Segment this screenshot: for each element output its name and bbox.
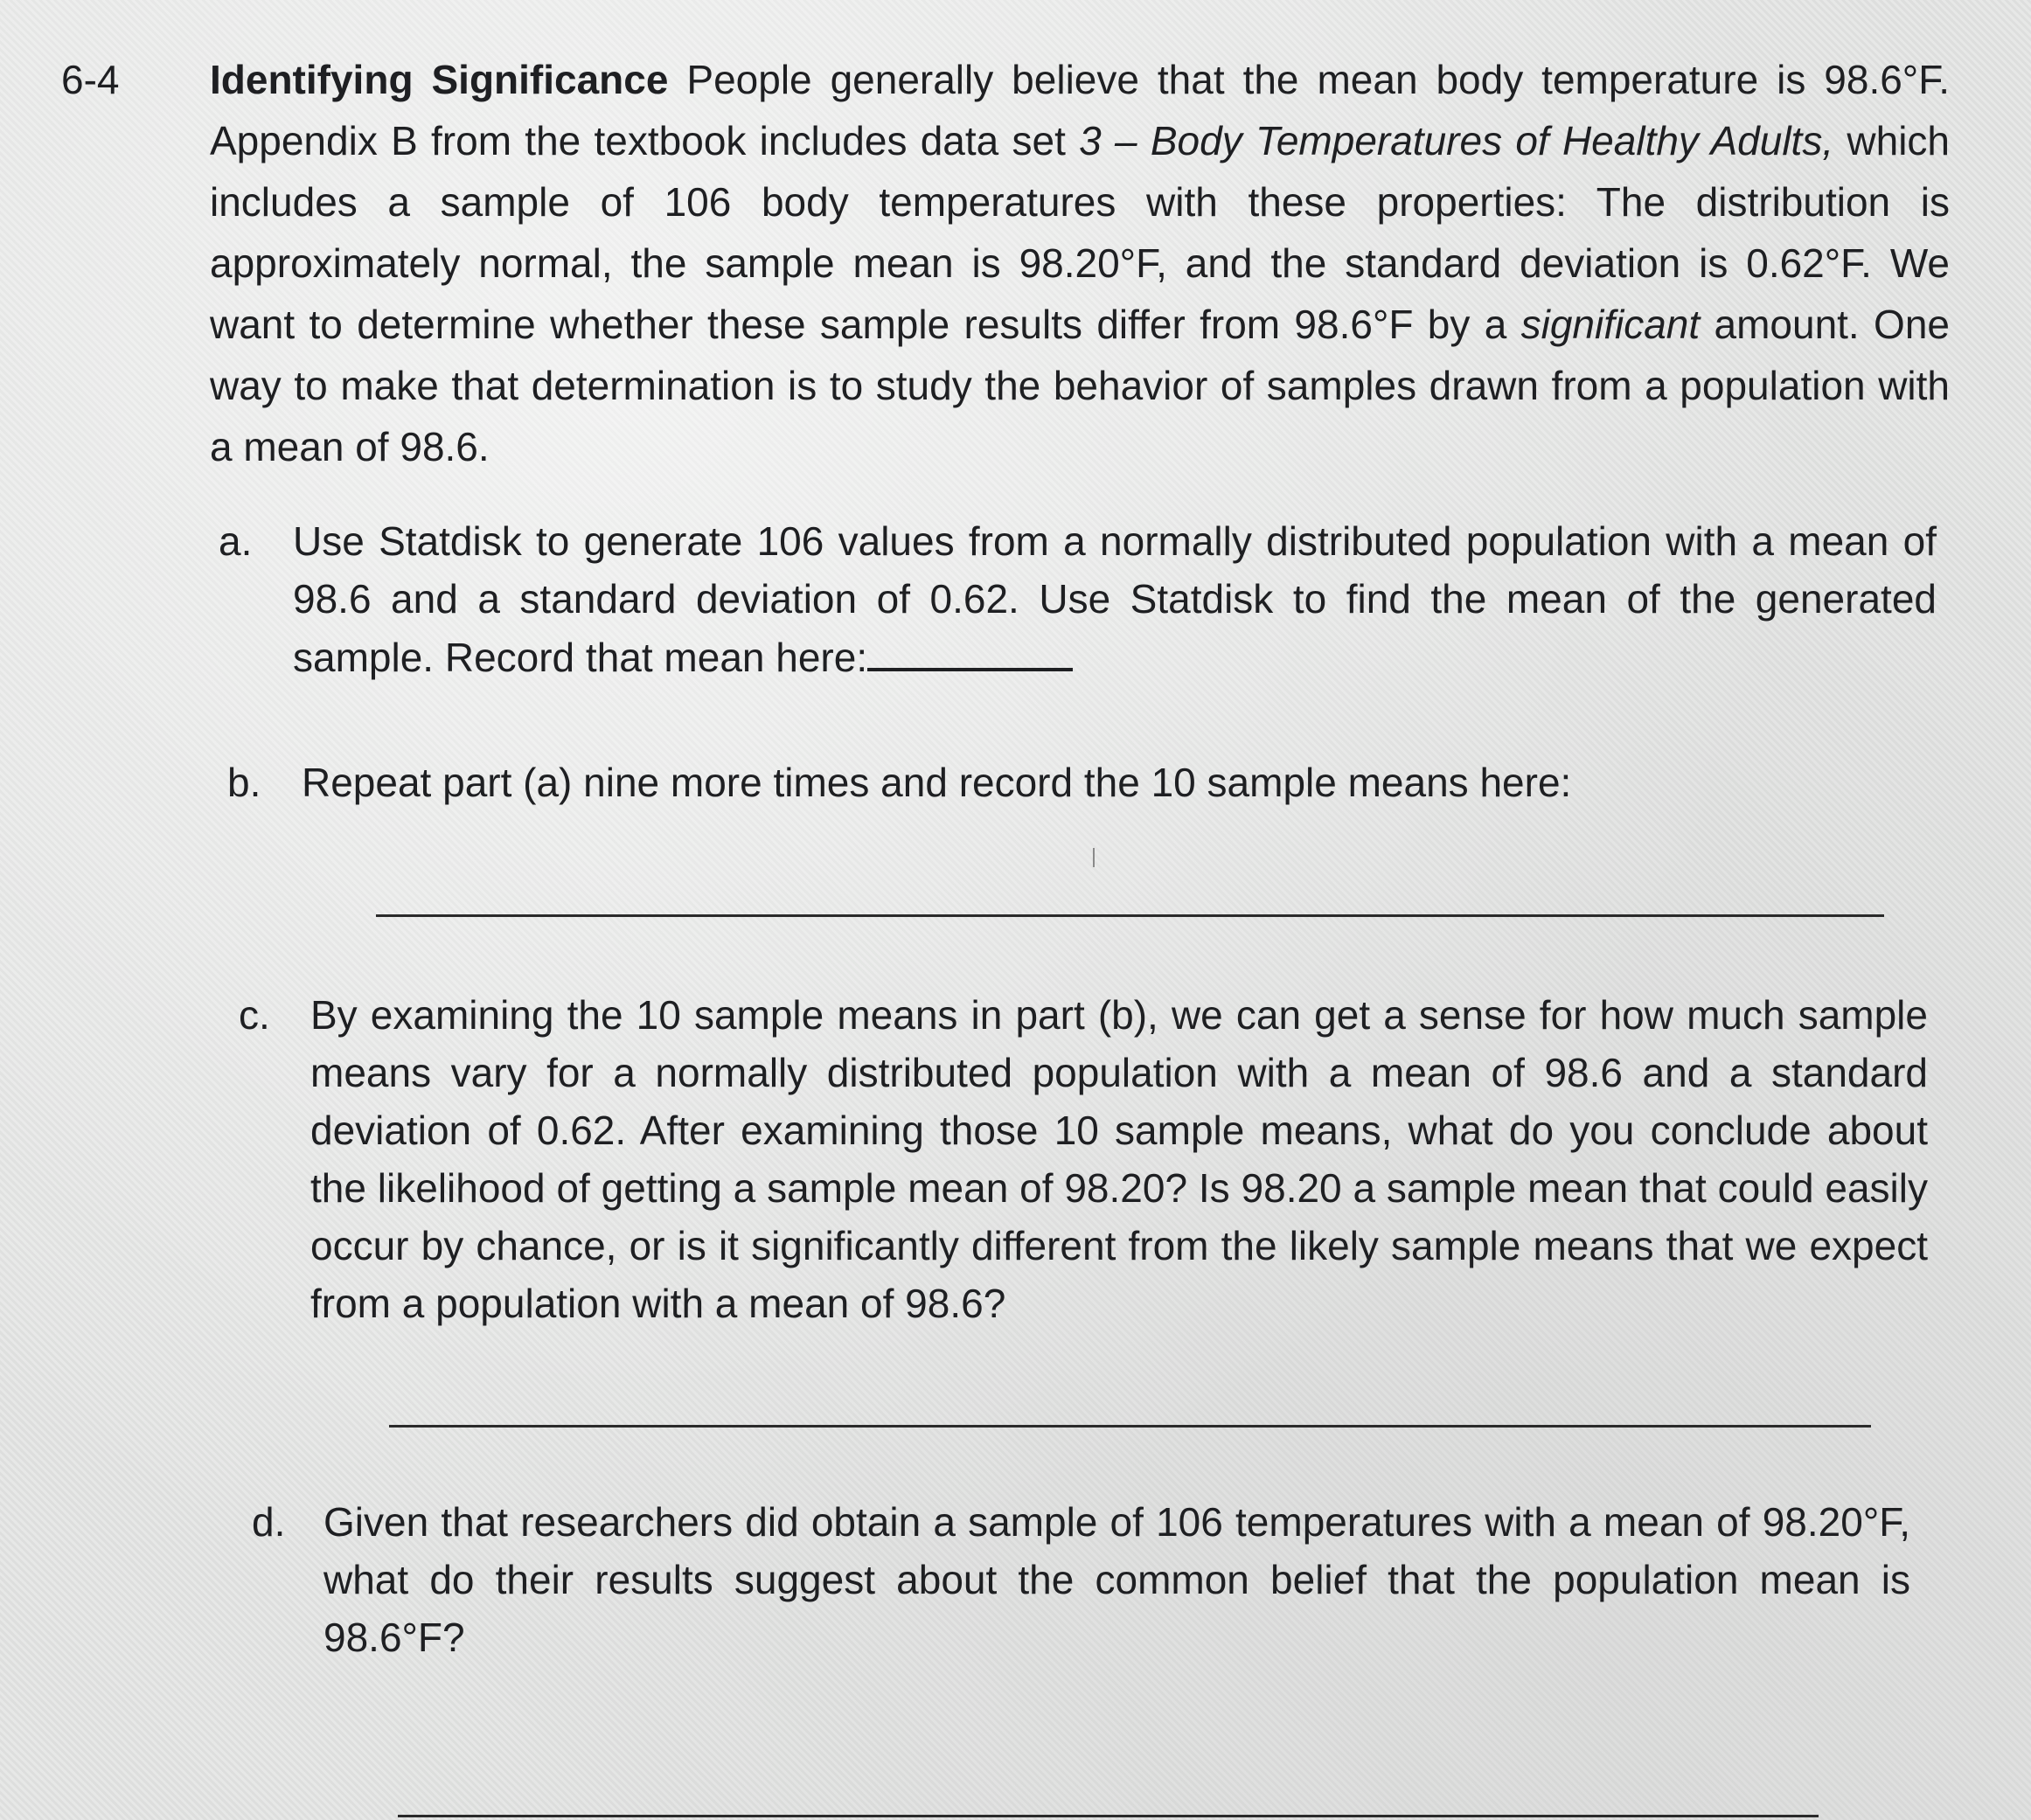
part-c-text: By examining the 10 sample means in part (b), we can get a sense for how much sample means vary for a normally distributed population with a mean of 98.6 and a standard deviation of 0.62. After examining those 10 sample means, what do you conclude about the likelihood of getting a sample mean of 98.20? Is 98.20 a sample mean that could easily occur by chance, or is it significantly different from the likely sample means that we expect from a population with a mean of 98.6? — [310, 992, 1928, 1326]
part-d-letter: d. — [252, 1499, 286, 1545]
intro-text-2: which includes a sample of 106 body temperatures with these properties: The distribution is approximately normal, the sample mean is 98.20°F, and the standard deviation is 0.62°F. We want to determine whether these sample results differ from 98.6°F by a — [210, 118, 1950, 347]
part-b-letter: b. — [227, 760, 261, 805]
part-a-answer-blank[interactable] — [867, 628, 1073, 671]
problem-number: 6-4 — [61, 57, 120, 102]
part-c — [239, 986, 1928, 1332]
problem-intro — [210, 49, 1950, 477]
part-c-letter: c. — [239, 992, 270, 1038]
part-d — [252, 1493, 1910, 1666]
part-c-answer-line[interactable] — [389, 1425, 1871, 1428]
part-b-answer-line[interactable] — [376, 914, 1884, 917]
part-a-text: Use Statdisk to generate 106 values from a normally distributed population with a mean of 98.6 and a standard deviation of 0.62. Use Statdisk to find the mean of the generated sample. Record that mean here: — [293, 518, 1937, 680]
emphasis-significant: significant — [1520, 302, 1701, 347]
part-a-letter: a. — [219, 518, 253, 564]
part-b — [227, 754, 1945, 811]
intro-text-3: amount. One way to make that determination is to study the behavior of samples drawn from a population with a mean of 98.6. — [210, 302, 1950, 469]
stray-mark — [1093, 848, 1095, 867]
problem-title: Identifying Significance — [210, 57, 669, 102]
data-set-name: 3 – Body Temperatures of Healthy Adults, — [1079, 118, 1834, 163]
part-b-text: Repeat part (a) nine more times and record the 10 sample means here: — [302, 760, 1572, 805]
part-a — [219, 512, 1937, 686]
intro-text-1: People generally believe that the mean body temperature is 98.6°F. Appendix B from the textbook includes data set — [210, 57, 1950, 163]
part-d-answer-line[interactable] — [398, 1815, 1819, 1817]
part-d-text: Given that researchers did obtain a sample of 106 temperatures with a mean of 98.20°F, what do their results suggest about the common belief that the population mean is 98.6°F? — [323, 1499, 1910, 1660]
